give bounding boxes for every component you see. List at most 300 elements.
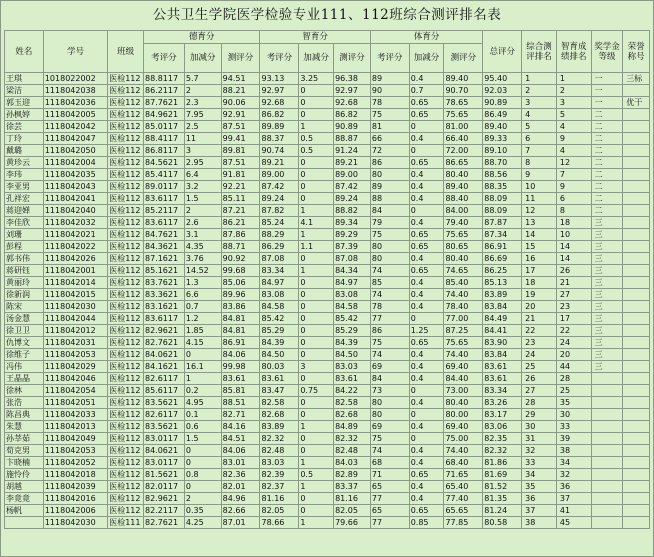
cell-honor [623,313,650,325]
cell-intel-add: 0 [299,409,334,421]
cell-honor [623,241,650,253]
cell-moral-add: 1.3 [184,277,221,289]
table-row [5,121,650,133]
cell-name: 蒋迎婵 [5,205,44,217]
cell-phys-test: 75.65 [444,229,483,241]
cell-moral-test: 92.21 [221,181,260,193]
cell-rank-intel: 17 [556,313,591,325]
table-row [5,73,650,85]
cell-phys-test: 74.40 [444,289,483,301]
header-id: 学号 [43,31,107,73]
cell-total-score: 83.89 [483,289,522,301]
cell-class: 医检112 [108,313,144,325]
cell-phys-eval: 75 [370,433,409,445]
cell-intel-add: 1 [299,265,334,277]
cell-moral-test: 85.06 [221,277,260,289]
cell-moral-eval: 88.8117 [143,73,184,85]
cell-honor [623,433,650,445]
cell-rank-intel: 45 [556,517,591,529]
table-row [5,145,650,157]
cell-total-score: 81.69 [483,469,522,481]
cell-phys-test: 75.00 [444,433,483,445]
cell-class: 医检112 [108,265,144,277]
cell-intel-eval: 83.08 [260,289,299,301]
cell-moral-add: 16.1 [184,361,221,373]
cell-phys-test: 89.40 [444,181,483,193]
cell-moral-add: 0.7 [184,301,221,313]
cell-moral-add: 1.2 [184,313,221,325]
cell-moral-add: 3.76 [184,253,221,265]
cell-class: 医检112 [108,409,144,421]
cell-phys-test: 84.40 [444,373,483,385]
cell-intel-eval: 87.42 [260,181,299,193]
cell-phys-add: 0 [409,409,444,421]
cell-total-score: 88.09 [483,193,522,205]
cell-intel-add: 0 [299,337,334,349]
cell-scholarship: 二 [591,133,623,145]
cell-moral-add: 0.1 [184,409,221,421]
cell-intel-add: 0 [299,181,334,193]
cell-moral-test: 86.91 [221,337,260,349]
cell-intel-add: 0 [299,373,334,385]
cell-phys-test: 74.65 [444,265,483,277]
header-moral-eval: 考评分 [143,44,184,73]
cell-intel-test: 82.05 [334,505,371,517]
cell-rank-intel: 22 [556,325,591,337]
cell-rank-total: 7 [522,145,557,157]
cell-intel-test: 84.22 [334,385,371,397]
cell-rank-total: 28 [522,397,557,409]
table-row [5,241,650,253]
cell-rank-intel: 14 [556,241,591,253]
cell-intel-test: 87.42 [334,181,371,193]
cell-phys-add: 0.4 [409,301,444,313]
cell-intel-test: 92.97 [334,85,371,97]
cell-student-id: 1118042030 [43,517,107,529]
cell-student-id: 1118042032 [43,217,107,229]
cell-moral-test: 91.81 [221,169,260,181]
cell-name: 胡越 [5,481,44,493]
cell-phys-add: 0.4 [409,133,444,145]
cell-rank-intel: 39 [556,433,591,445]
cell-phys-test: 77.40 [444,493,483,505]
cell-student-id: 1118042044 [43,313,107,325]
cell-phys-eval: 65 [370,481,409,493]
cell-class: 医检112 [108,493,144,505]
cell-phys-add: 0.4 [409,217,444,229]
cell-intel-add: 0 [299,397,334,409]
cell-total-score: 81.52 [483,481,522,493]
cell-student-id: 1118042012 [43,325,107,337]
cell-moral-add: 6.4 [184,169,221,181]
cell-intel-add: 4.1 [299,217,334,229]
cell-rank-intel: 30 [556,409,591,421]
cell-moral-eval: 83.6117 [143,193,184,205]
cell-student-id: 1118042016 [43,493,107,505]
cell-rank-total: 23 [522,337,557,349]
cell-phys-test: 74.40 [444,349,483,361]
cell-rank-intel: 12 [556,157,591,169]
cell-moral-add: 4.35 [184,241,221,253]
cell-rank-total: 26 [522,373,557,385]
cell-total-score: 89.33 [483,133,522,145]
cell-phys-eval: 74 [370,265,409,277]
header-scholarship: 奖学金等级 [591,31,623,73]
cell-name: 汤金慧 [5,313,44,325]
header-moral-test: 测评分 [221,44,260,73]
cell-rank-intel: 21 [556,277,591,289]
cell-name: 徐卫卫 [5,325,44,337]
cell-intel-test: 82.32 [334,433,371,445]
table-row [5,433,650,445]
cell-scholarship: 三 [591,289,623,301]
cell-intel-eval: 92.68 [260,97,299,109]
cell-intel-test: 83.37 [334,481,371,493]
cell-phys-test: 80.65 [444,241,483,253]
cell-moral-add: 4.15 [184,337,221,349]
cell-scholarship [591,385,623,397]
table-row [5,97,650,109]
table-row [5,445,650,457]
cell-name: 丁玲 [5,133,44,145]
cell-scholarship: 三 [591,241,623,253]
cell-rank-intel: 1 [556,73,591,85]
cell-total-score: 88.70 [483,157,522,169]
cell-class: 医检112 [108,481,144,493]
cell-intel-add: 0.5 [299,133,334,145]
cell-phys-add: 0.65 [409,97,444,109]
cell-total-score: 83.90 [483,337,522,349]
cell-intel-add: 0.75 [299,385,334,397]
cell-moral-eval: 87.1621 [143,253,184,265]
cell-class: 医检112 [108,325,144,337]
cell-moral-add: 1 [184,373,221,385]
cell-moral-test: 87.51 [221,157,260,169]
header-moral: 德育分 [143,31,260,44]
cell-phys-test: 65.65 [444,505,483,517]
cell-class: 医检112 [108,205,144,217]
cell-phys-add: 0.4 [409,349,444,361]
cell-rank-intel: 2 [556,85,591,97]
cell-intel-eval: 82.48 [260,445,299,457]
cell-phys-eval: 89 [370,181,409,193]
cell-moral-eval: 85.1621 [143,265,184,277]
cell-student-id: 1118042013 [43,421,107,433]
cell-rank-total: 34 [522,469,557,481]
table-row [5,397,650,409]
cell-scholarship: 三 [591,325,623,337]
cell-intel-test: 88.82 [334,205,371,217]
cell-name: 彭程 [5,241,44,253]
cell-rank-total: 21 [522,313,557,325]
cell-honor [623,277,650,289]
cell-rank-intel: 34 [556,457,591,469]
cell-moral-add: 1.5 [184,433,221,445]
cell-moral-add: 0.35 [184,505,221,517]
cell-rank-intel: 41 [556,505,591,517]
cell-intel-add: 0 [299,349,334,361]
cell-student-id: 1118042035 [43,169,107,181]
cell-intel-test: 79.66 [334,517,371,529]
cell-moral-eval: 82.7621 [143,337,184,349]
cell-honor [623,421,650,433]
cell-rank-intel: 33 [556,421,591,433]
cell-scholarship: 二 [591,121,623,133]
table-row [5,337,650,349]
cell-intel-add: 0 [299,169,334,181]
cell-intel-eval: 84.58 [260,301,299,313]
cell-moral-test: 82.66 [221,505,260,517]
cell-rank-total: 37 [522,505,557,517]
cell-moral-test: 86.21 [221,217,260,229]
cell-intel-test: 89.34 [334,217,371,229]
cell-name: 郭书伟 [5,253,44,265]
cell-honor [623,205,650,217]
cell-scholarship: 二 [591,181,623,193]
cell-phys-eval: 86 [370,325,409,337]
cell-total-score: 86.49 [483,109,522,121]
cell-student-id: 1118042021 [43,229,107,241]
cell-scholarship: 二 [591,205,623,217]
cell-total-score: 83.06 [483,421,522,433]
cell-moral-test: 82.01 [221,481,260,493]
cell-moral-eval: 86.8117 [143,145,184,157]
cell-rank-total: 30 [522,421,557,433]
cell-class: 医检112 [108,505,144,517]
cell-intel-eval: 83.61 [260,373,299,385]
cell-intel-test: 82.48 [334,445,371,457]
cell-class: 医检112 [108,253,144,265]
table-row [5,265,650,277]
cell-intel-eval: 82.58 [260,397,299,409]
cell-scholarship: 二 [591,169,623,181]
cell-honor [623,109,650,121]
cell-phys-test: 80.00 [444,409,483,421]
cell-class: 医检112 [108,121,144,133]
cell-honor [623,85,650,97]
cell-phys-eval: 77 [370,493,409,505]
cell-phys-eval: 90 [370,85,409,97]
cell-name: 徐新润 [5,289,44,301]
cell-moral-test: 84.06 [221,349,260,361]
cell-total-score: 84.49 [483,313,522,325]
cell-moral-eval: 82.6117 [143,409,184,421]
cell-student-id: 1118042046 [43,373,107,385]
cell-phys-add: 0 [409,205,444,217]
table-row [5,277,650,289]
cell-student-id: 1118042038 [43,85,107,97]
cell-moral-eval: 83.0117 [143,433,184,445]
cell-moral-test: 85.81 [221,385,260,397]
cell-class: 医检112 [108,457,144,469]
cell-moral-eval: 84.1621 [143,361,184,373]
cell-student-id: 1118042053 [43,349,107,361]
cell-name: 孔祥宏 [5,193,44,205]
cell-scholarship: 三 [591,349,623,361]
cell-total-score: 88.09 [483,205,522,217]
cell-phys-test: 66.40 [444,133,483,145]
cell-rank-total: 25 [522,361,557,373]
cell-total-score: 87.87 [483,217,522,229]
cell-rank-intel: 35 [556,397,591,409]
cell-moral-test: 83.61 [221,373,260,385]
table-row [5,193,650,205]
cell-moral-eval: 84.0621 [143,445,184,457]
cell-name: 蒋研钰 [5,265,44,277]
cell-honor [623,325,650,337]
cell-intel-test: 82.89 [334,469,371,481]
table-row [5,133,650,145]
cell-moral-add: 0 [184,349,221,361]
cell-class: 医检112 [108,337,144,349]
cell-scholarship: 二 [591,193,623,205]
cell-moral-add: 2 [184,85,221,97]
cell-intel-eval: 84.97 [260,277,299,289]
cell-phys-add: 0.65 [409,265,444,277]
cell-scholarship [591,457,623,469]
cell-phys-test: 69.40 [444,421,483,433]
cell-intel-test: 84.58 [334,301,371,313]
cell-class: 医检112 [108,241,144,253]
cell-rank-total: 18 [522,277,557,289]
cell-intel-test: 88.87 [334,133,371,145]
cell-phys-test: 90.70 [444,85,483,97]
cell-phys-test: 74.40 [444,445,483,457]
header-class: 班级 [108,31,144,73]
cell-moral-eval: 85.6117 [143,385,184,397]
cell-phys-eval: 74 [370,445,409,457]
cell-name: 李佳欣 [5,217,44,229]
cell-intel-eval: 78.66 [260,517,299,529]
cell-scholarship [591,433,623,445]
cell-rank-total: 8 [522,157,557,169]
table-row [5,229,650,241]
cell-intel-eval: 89.24 [260,193,299,205]
cell-phys-add: 0.4 [409,397,444,409]
cell-intel-eval: 82.68 [260,409,299,421]
cell-moral-test: 84.16 [221,421,260,433]
cell-moral-test: 83.01 [221,457,260,469]
cell-moral-test: 83.86 [221,301,260,313]
cell-student-id: 1118042005 [43,109,107,121]
cell-moral-eval: 87.7621 [143,97,184,109]
cell-rank-intel: 7 [556,169,591,181]
cell-scholarship: 一 [591,73,623,85]
table-row [5,517,650,529]
cell-student-id: 1118042001 [43,265,107,277]
cell-class: 医检112 [108,349,144,361]
cell-phys-test: 78.65 [444,97,483,109]
cell-moral-add: 2.6 [184,217,221,229]
cell-phys-eval: 69 [370,421,409,433]
cell-rank-intel: 23 [556,301,591,313]
cell-total-score: 84.41 [483,325,522,337]
cell-rank-total: 6 [522,133,557,145]
cell-phys-test: 80.40 [444,253,483,265]
cell-scholarship [591,505,623,517]
header-intel: 智育分 [260,31,370,44]
table-body [5,73,650,529]
cell-phys-add: 0 [409,433,444,445]
cell-intel-eval: 89.89 [260,121,299,133]
cell-scholarship: 三 [591,313,623,325]
cell-student-id: 1118042022 [43,241,107,253]
cell-student-id: 1118042051 [43,397,107,409]
cell-scholarship: 三 [591,361,623,373]
cell-moral-add: 4.25 [184,517,221,529]
cell-phys-eval: 65 [370,505,409,517]
cell-phys-eval: 75 [370,109,409,121]
cell-intel-test: 85.42 [334,313,371,325]
cell-intel-add: 0 [299,505,334,517]
cell-intel-add: 0 [299,109,334,121]
cell-student-id: 1118042040 [43,205,107,217]
cell-class: 医检112 [108,469,144,481]
cell-total-score: 83.61 [483,373,522,385]
cell-intel-eval: 89.00 [260,169,299,181]
table-row [5,409,650,421]
cell-honor [623,517,650,529]
cell-student-id: 1118042006 [43,505,107,517]
cell-scholarship: 三 [591,265,623,277]
cell-moral-test: 82.71 [221,409,260,421]
cell-intel-add: 0.5 [299,469,334,481]
cell-phys-add: 0.65 [409,109,444,121]
cell-total-score: 90.89 [483,97,522,109]
cell-class: 医检112 [108,277,144,289]
cell-phys-eval: 71 [370,469,409,481]
cell-class: 医检112 [108,97,144,109]
cell-phys-test: 80.40 [444,169,483,181]
cell-student-id: 1118042039 [43,481,107,493]
cell-honor [623,505,650,517]
cell-moral-add: 2.95 [184,157,221,169]
cell-honor [623,481,650,493]
cell-phys-add: 0.4 [409,169,444,181]
cell-total-score: 83.34 [483,385,522,397]
cell-phys-eval: 80 [370,241,409,253]
cell-name: 徐芸 [5,121,44,133]
cell-intel-add: 0 [299,313,334,325]
cell-honor: 优干 [623,97,650,109]
cell-intel-test: 83.03 [334,361,371,373]
cell-phys-add: 1.25 [409,325,444,337]
cell-moral-add: 0.2 [184,385,221,397]
cell-moral-test: 82.36 [221,469,260,481]
cell-intel-test: 82.68 [334,409,371,421]
cell-class: 医检112 [108,145,144,157]
cell-phys-eval: 89 [370,73,409,85]
cell-name: 李玮 [5,169,44,181]
table-row [5,169,650,181]
cell-honor [623,265,650,277]
cell-intel-add: 0 [299,157,334,169]
cell-intel-test: 84.50 [334,349,371,361]
cell-name: 刘珊 [5,229,44,241]
cell-phys-add: 0.65 [409,337,444,349]
cell-rank-intel: 26 [556,265,591,277]
cell-scholarship: 三 [591,277,623,289]
cell-phys-eval: 88 [370,193,409,205]
cell-rank-total: 13 [522,217,557,229]
cell-student-id: 1118042043 [43,181,107,193]
cell-phys-eval: 74 [370,349,409,361]
cell-intel-test: 92.68 [334,97,371,109]
cell-phys-eval: 69 [370,361,409,373]
cell-scholarship: 三 [591,217,623,229]
table-row [5,385,650,397]
cell-scholarship: 二 [591,109,623,121]
